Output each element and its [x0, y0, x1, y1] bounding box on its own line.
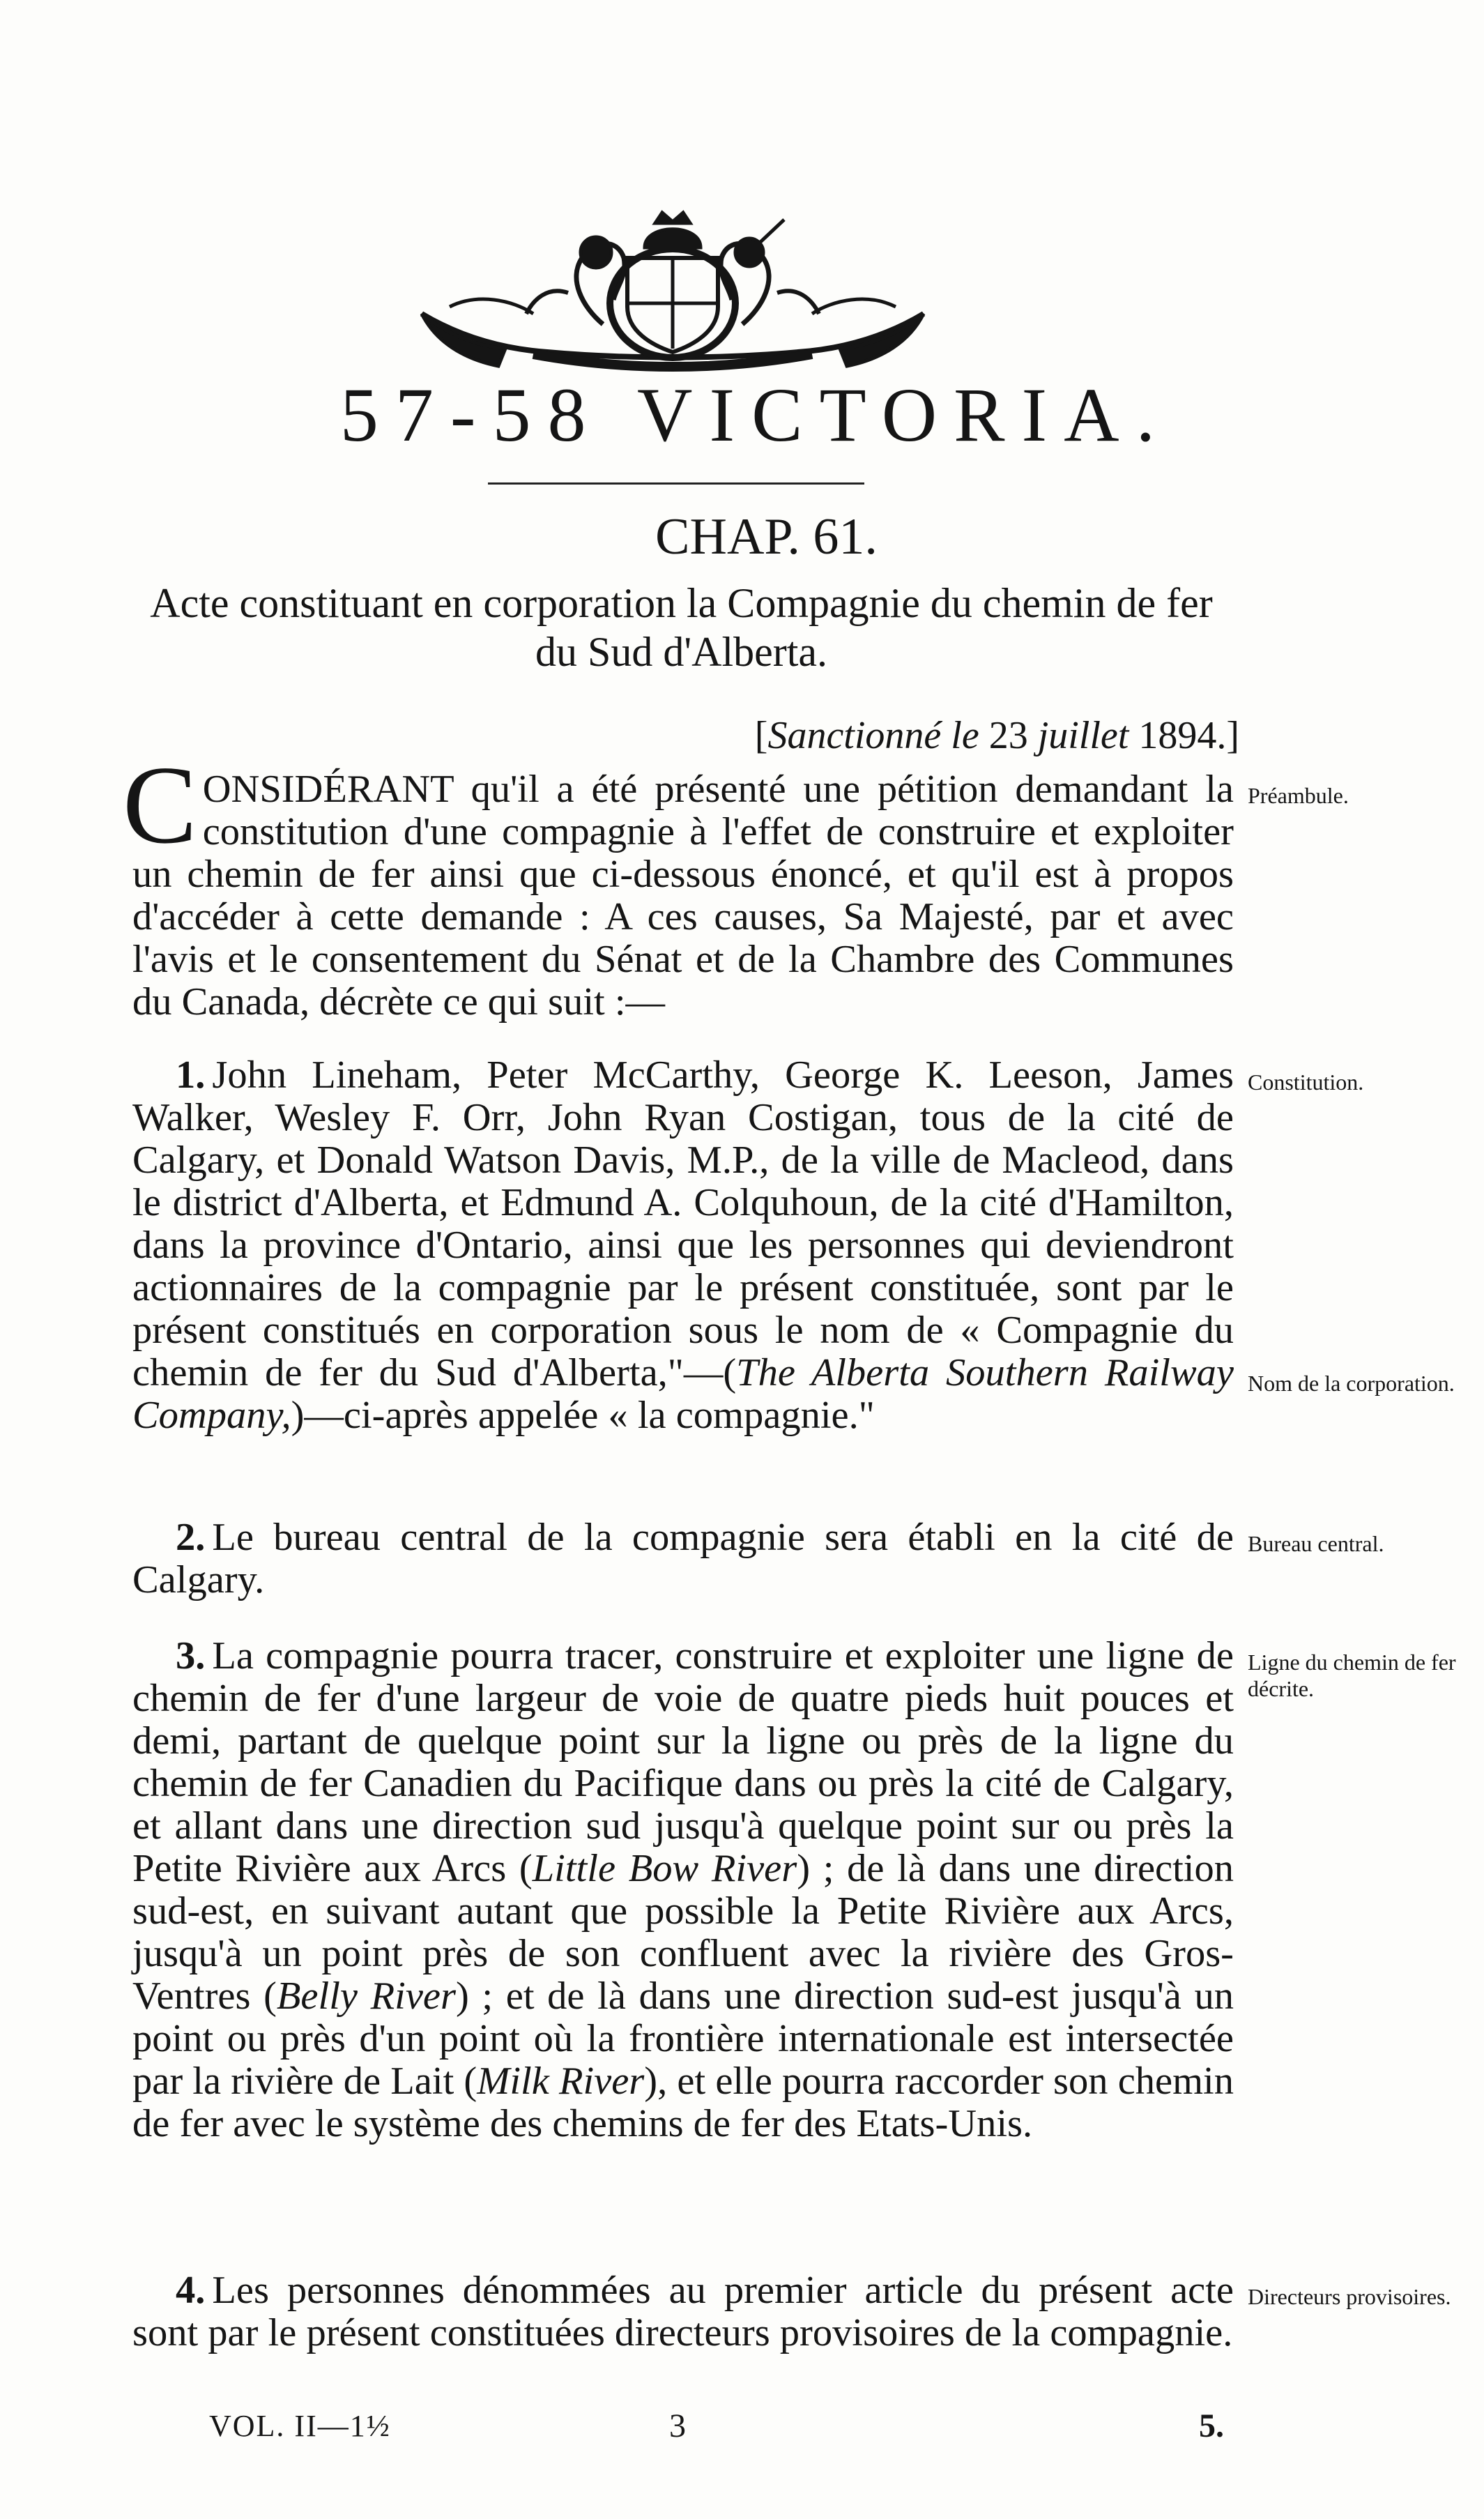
- section-number: 3.: [176, 1634, 206, 1677]
- margin-note-directors: Directeurs provisoires.: [1248, 2284, 1451, 2309]
- section-number: 2.: [176, 1516, 206, 1559]
- margin-note-preamble: Préambule.: [1248, 783, 1349, 808]
- royal-coat-of-arms-icon: [394, 209, 951, 380]
- signature-mark: VOL. II—1½: [209, 2409, 391, 2443]
- title-divider: [488, 482, 864, 485]
- section-number: 1.: [176, 1053, 206, 1097]
- section-text: Le bureau central de la compagnie sera établi en la cité de Calgary.: [132, 1516, 1234, 1601]
- section-text: Les personnes dénommées au premier article du présent acte sont par le présent constituées directeurs provisoires de la compagnie.: [132, 2269, 1234, 2354]
- section-4: [132, 2269, 1234, 2354]
- section-3: [132, 1635, 1234, 2145]
- section-2: [132, 1516, 1234, 1601]
- section-text: La compagnie pourra tracer, construire et exploiter une ligne de chemin de fer d'une largeur de voie de quatre pieds huit pouces et demi, partant de quelque point sur la ligne ou près de la ligne du chemin de fer Canadien du Pacifique dans ou près la cité de Calgary, et allant dans une direction sud jusqu'à quelque point sur ou près la Petite Rivière aux Arcs (: [132, 1634, 1234, 1890]
- sanction-day: 23: [979, 714, 1038, 757]
- section-text-4: ), et elle pourra raccorder son chemin de fer avec le système des chemins de fer des Etats-Unis.: [132, 2060, 1234, 2145]
- sanction-prefix: [: [754, 714, 768, 757]
- section-1: [132, 1054, 1234, 1437]
- act-title: Acte constituant en corporation la Compagnie du chemin de fer du Sud d'Alberta.: [150, 580, 1213, 675]
- volume-title: 57-58 VICTORIA.: [339, 372, 1172, 457]
- chapter-reference: 5.: [1199, 2407, 1224, 2444]
- section-text: John Lineham, Peter McCarthy, George K. Leeson, James Walker, Wesley F. Orr, John Ryan Costigan, tous de la cité de Calgary, et Donald Watson Davis, M.P., de la ville de Macleod, dans le district d'Alberta, et Edmund A. Colquhoun, de la cité d'Hamilton, dans la province d'Ontario, ainsi que les personnes qui deviendront actionnaires de la compagnie par le présent constituée, sont par le présent constitués en corporation sous le nom de « Compagnie du chemin de fer du Sud d'Alberta,"—(: [132, 1053, 1234, 1394]
- sanction-year: 1894.]: [1129, 714, 1239, 757]
- margin-note-railway-line: Ligne du chemin de fer décrite.: [1248, 1650, 1456, 1701]
- margin-note-constitution: Constitution.: [1248, 1070, 1364, 1095]
- section-text-end: )—ci-après appelée « la compagnie.": [291, 1394, 875, 1437]
- preamble-text: qu'il a été présenté une pétition demandant la constitution d'une compagnie à l'effet de construire et exploiter un chemin de fer ainsi que ci-dessous énoncé, et qu'il est à propos d'accéder à cette demande : A ces causes, Sa Majesté, par et avec l'avis et le consentement du Sénat et de la Chambre des Communes du Canada, décrète ce qui suit :—: [132, 768, 1234, 1023]
- sanction-italic: Sanctionné le: [767, 714, 979, 757]
- river-name-belly: Belly River: [276, 1974, 456, 2018]
- margin-note-head-office: Bureau central.: [1248, 1531, 1384, 1556]
- sanction-date: [655, 708, 1239, 763]
- margin-note-corporation-name: Nom de la corporation.: [1248, 1371, 1455, 1396]
- river-name-milk: Milk River: [477, 2060, 645, 2103]
- sanction-month: juillet: [1037, 714, 1129, 757]
- section-text-2: ) ; de là dans une direction sud-est, en suivant autant que possible la Petite Rivière aux Arcs, jusqu'à un point près de son confluent avec la rivière des Gros-Ventres (: [132, 1847, 1234, 2018]
- chapter-heading: CHAP. 61.: [655, 508, 878, 565]
- page-footer: [0, 2402, 1484, 2451]
- section-text-3: ) ; et de là dans une direction sud-est jusqu'à un point ou près d'un point où la frontière internationale est intersectée par la rivière de Lait (: [132, 1974, 1234, 2103]
- drop-cap: C: [123, 743, 197, 867]
- page-number: 3: [669, 2407, 686, 2444]
- preamble-paragraph: [123, 743, 1234, 1023]
- river-name-little-bow: Little Bow River: [532, 1847, 797, 1890]
- preamble-opening: ONSIDÉRANT: [202, 768, 454, 811]
- company-english-name: The Alberta Southern Railway Company,: [132, 1351, 1234, 1437]
- section-number: 4.: [176, 2269, 206, 2312]
